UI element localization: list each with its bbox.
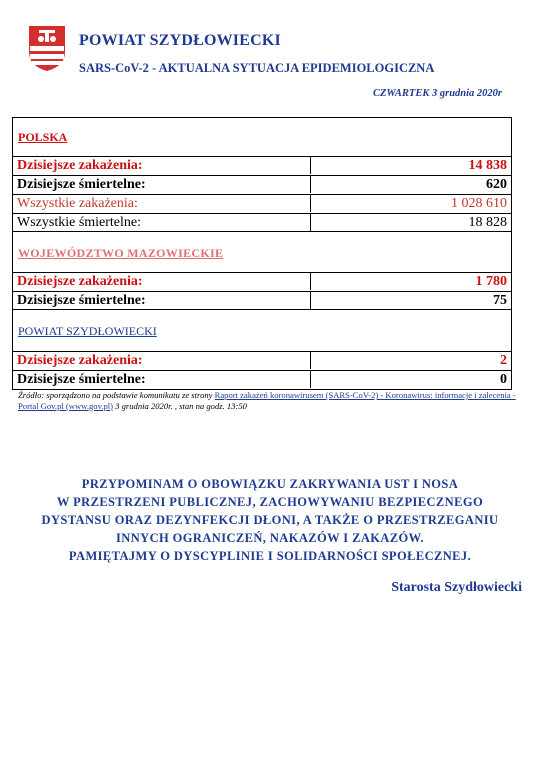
table-row bbox=[13, 291, 511, 310]
voivodeship-today-cases-value: 1 780 bbox=[475, 273, 507, 289]
notice-line: PRZYPOMINAM O OBOWIĄZKU ZAKRYWANIA UST I NOSA bbox=[81, 477, 459, 491]
page-subtitle: SARS-CoV-2 - AKTUALNA SYTUACJA EPIDEMIOLOGICZNA bbox=[79, 61, 435, 75]
section-county: POWIAT SZYDŁOWIECKI bbox=[18, 324, 157, 338]
poland-total-deaths-value: 18 828 bbox=[468, 214, 507, 230]
county-today-cases-value: 2 bbox=[500, 352, 507, 368]
table-row bbox=[13, 213, 511, 232]
poland-total-deaths-label: Wszystkie śmiertelne: bbox=[17, 214, 142, 230]
poland-today-deaths-value: 620 bbox=[486, 176, 507, 192]
source-link[interactable]: Raport zakażeń koronawirusem (SARS-CoV-2) - Koronawirus: informacje i zalecenia - Portal Gov.pl (www.gov.pl) bbox=[18, 390, 516, 411]
table-row bbox=[13, 175, 511, 193]
table-row bbox=[13, 351, 511, 369]
county-today-deaths-value: 0 bbox=[500, 371, 507, 387]
poland-today-cases-value: 14 838 bbox=[468, 157, 507, 173]
county-crest-logo bbox=[27, 24, 67, 72]
voivodeship-today-deaths-value: 75 bbox=[493, 292, 507, 308]
source-note bbox=[18, 390, 518, 411]
voivodeship-today-deaths-label: Dzisiejsze śmiertelne: bbox=[17, 292, 146, 308]
statistics-table bbox=[12, 117, 512, 390]
section-voivodeship: WOJEWÓDZTWO MAZOWIECKIE bbox=[18, 246, 224, 260]
notice-line: PAMIĘTAJMY O DYSCYPLINIE I SOLIDARNOŚCI SPOŁECZNEJ. bbox=[68, 549, 472, 563]
voivodeship-today-cases-label: Dzisiejsze zakażenia: bbox=[17, 273, 143, 289]
section-poland: POLSKA bbox=[18, 130, 68, 144]
public-notice bbox=[20, 475, 520, 565]
poland-today-deaths-label: Dzisiejsze śmiertelne: bbox=[17, 176, 146, 192]
poland-total-cases-label: Wszystkie zakażenia: bbox=[17, 195, 138, 211]
source-prefix: Źródło: sporządzono na podstawie komunikatu ze strony bbox=[18, 390, 215, 400]
page-title: POWIAT SZYDŁOWIECKI bbox=[79, 32, 281, 49]
notice-line: DYSTANSU ORAZ DEZYNFEKCJI DŁONI, A TAKŻE O PRZESTRZEGANIU bbox=[41, 513, 499, 527]
signature: Starosta Szydłowiecki bbox=[391, 580, 522, 595]
table-row bbox=[13, 272, 511, 290]
table-row bbox=[13, 194, 511, 212]
source-suffix: 3 grudnia 2020r. , stan na godz. 13:50 bbox=[113, 400, 247, 411]
notice-line: W PRZESTRZENI PUBLICZNEJ, ZACHOWYWANIU BEZPIECZNEGO bbox=[56, 495, 484, 509]
county-today-cases-label: Dzisiejsze zakażenia: bbox=[17, 352, 143, 368]
county-today-deaths-label: Dzisiejsze śmiertelne: bbox=[17, 371, 146, 387]
poland-total-cases-value: 1 028 610 bbox=[451, 195, 507, 211]
report-date: CZWARTEK 3 grudnia 2020r bbox=[372, 88, 502, 99]
notice-line: INNYCH OGRANICZEŃ, NAKAZÓW I ZAKAZÓW. bbox=[116, 531, 424, 545]
table-row bbox=[13, 156, 511, 174]
table-row bbox=[13, 370, 511, 388]
poland-today-cases-label: Dzisiejsze zakażenia: bbox=[17, 157, 143, 173]
